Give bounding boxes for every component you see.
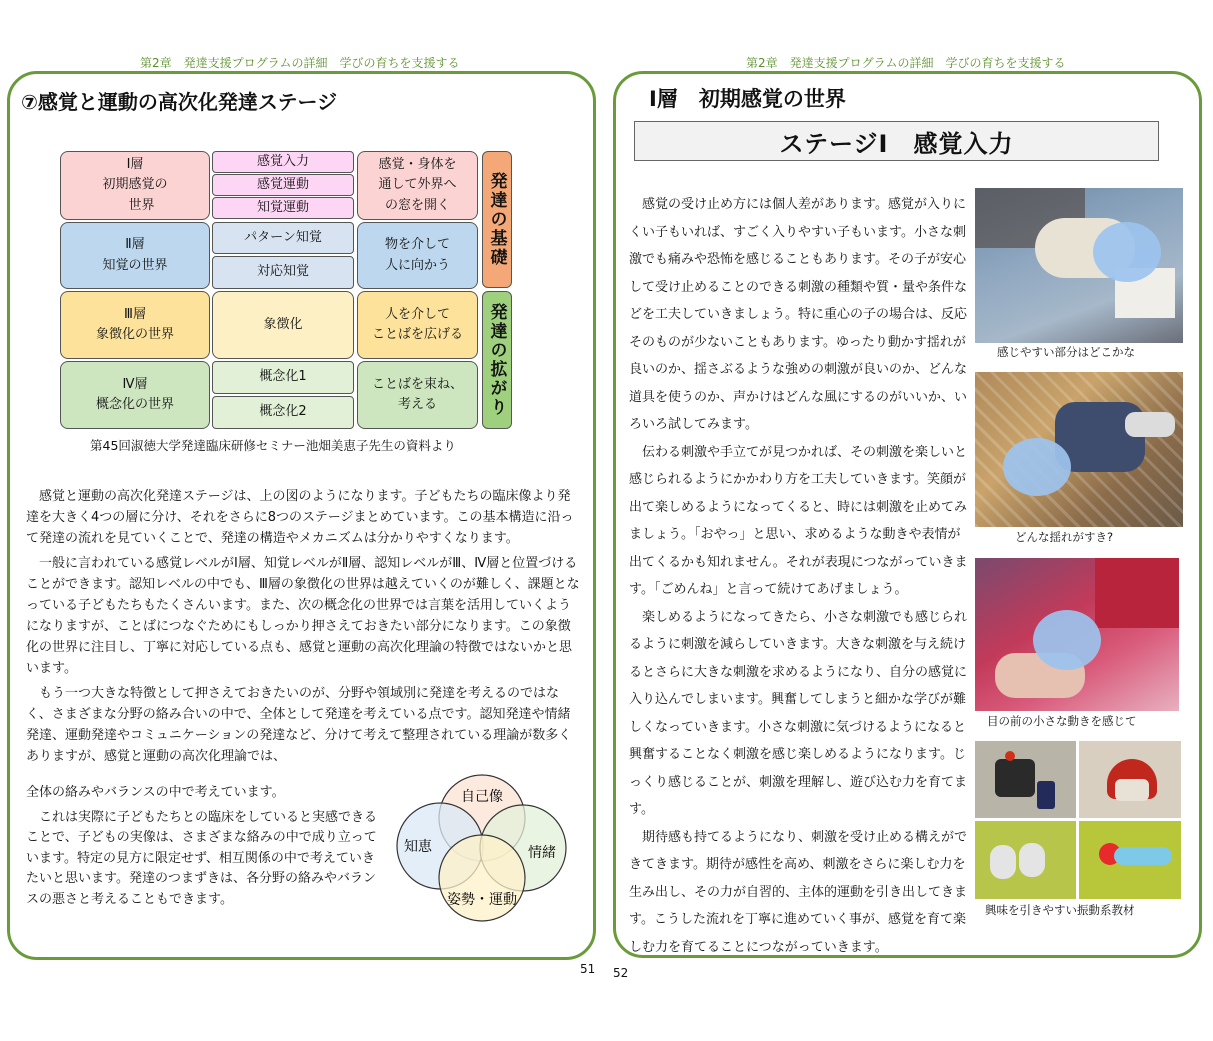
layer-2-desc: 物を介して 人に向かう <box>357 222 478 289</box>
photo-child-lying-on-mat <box>975 188 1183 343</box>
page-number-right: 52 <box>613 966 629 980</box>
right-paragraph-1: 感覚の受け止め方には個人差があります。感覚が入りにくい子もいれば、すごく入りやすい子もいます。小さな刺激でも痛みや恐怖を感じることもあります。その子が安心して受け止めることのできる刺激の種類や質・量や条件などを工夫していきましょう。特に重心の子の場合は、反応そのものが少ないこともあります。ゆったり動かす揺れが良いのか、揺さぶるような強めの刺激が良いのか、どんな道具を使うのか、声かけはどんな風にするのがいいか、いろいろ試してみます。 <box>629 197 968 432</box>
face-blur-mask-3 <box>1033 610 1101 670</box>
left-paragraph-4: 全体の絡みやバランスの中で考えています。 <box>26 785 285 800</box>
photo-vibration-toys-collage <box>975 741 1181 899</box>
chapter-header-right: 第2章 発達支援プログラムの詳細 学びの育ちを支援する <box>746 56 1066 70</box>
photo-caption-3: 目の前の小さな動きを感じて <box>987 714 1137 728</box>
layer-3-desc: 人を介して ことばを広げる <box>357 291 478 359</box>
right-paragraph-3: 楽しめるようになってきたら、小さな刺激でも感じられるように刺激を減らしていきます。大きな刺激を与え続けるとさらに大きな刺激を求めるようになり、自分の感覚に入り込んでしまいます。興奮してしまうと細かな学びが難しくなっていきます。小さな刺激に気づけるようになると興奮することなく刺激を感じ楽しめるようになります。じっくり感じることが、刺激を理解し、遊び込む力を育てます。 <box>629 609 968 817</box>
stage-perceptual-motor: 知覚運動 <box>212 197 354 219</box>
photo-caption-1: 感じやすい部分はどこかな <box>997 345 1135 359</box>
stage-conceptualization-2: 概念化2 <box>212 396 354 429</box>
left-paragraph-3: もう一つ大きな特徴として押さえておきたいのが、分野や領域別に発達を考えるのではなく、さまざまな分野の絡み合いの中で、全体として発達を考えている点です。認知発達や情緒発達、運動発達やコミュニケーションの発達など、分けて考えて整理されている理論が数多くありますが、感覚と運動の高次化理論では、 <box>26 686 572 764</box>
photo-child-in-hammock <box>975 372 1183 527</box>
right-page-title: Ⅰ層 初期感覚の世界 <box>649 87 846 111</box>
photo-caption-4: 興味を引きやすい振動系教材 <box>985 903 1135 917</box>
chapter-header-left: 第2章 発達支援プログラムの詳細 学びの育ちを支援する <box>140 56 460 70</box>
photo-child-lying-on-blanket <box>975 558 1179 711</box>
left-body-text-lower <box>26 783 426 910</box>
page-number-left: 51 <box>580 962 596 976</box>
venn-label-posture-motor: 姿勢・運動 <box>447 892 517 908</box>
layer-4-desc: ことばを束ね、 考える <box>357 361 478 429</box>
side-label-expansion: 発達の拡がり <box>482 291 512 429</box>
venn-label-self-image: 自己像 <box>461 789 503 805</box>
side-label-foundation: 発達の基礎 <box>482 151 512 288</box>
layer-1-name: Ⅰ層 初期感覚の 世界 <box>60 151 210 220</box>
face-blur-mask-2 <box>1003 438 1071 496</box>
stage-sensory-motor: 感覚運動 <box>212 174 354 196</box>
layer-4-name: Ⅳ層 概念化の世界 <box>60 361 210 429</box>
layer-1-desc: 感覚・身体を 通して外界へ の窓を開く <box>357 151 478 220</box>
left-body-text <box>26 486 580 767</box>
photo-caption-2: どんな揺れがすき? <box>1015 530 1114 544</box>
stage-sensory-input: 感覚入力 <box>212 151 354 173</box>
face-blur-mask-1 <box>1093 222 1161 282</box>
venn-label-emotion: 情緒 <box>528 845 556 861</box>
diagram-source-caption: 第45回淑徳大学発達臨床研修セミナー池畑美恵子先生の資料より <box>90 438 456 453</box>
stage-conceptualization-1: 概念化1 <box>212 361 354 394</box>
stage-symbolization: 象徴化 <box>212 291 354 359</box>
stage-correspondence-perception: 対応知覚 <box>212 256 354 289</box>
venn-circle-posture-motor <box>439 835 525 921</box>
left-paragraph-2: 一般に言われている感覚レベルがⅠ層、知覚レベルがⅡ層、認知レベルがⅢ、Ⅳ層と位置づけることができます。認知レベルの中でも、Ⅲ層の象徴化の世界は越えていくのが難しく、課題となっている子どもたちもたくさんいます。また、次の概念化の世界では言葉を活用していくようになりますが、ことばにつなぐためにもしっかり押さえておきたい部分になります。この象徴化の世界に注目し、丁寧に対応している点も、感覚と運動の高次化理論の特徴ではないかと思います。 <box>26 556 580 676</box>
stage-pattern-perception: パターン知覚 <box>212 222 354 254</box>
right-paragraph-4: 期待感も持てるようになり、刺激を受け止める構えができてきます。期待が感性を高め、刺激をさらに楽しむ力を生み出し、その力が自習的、主体的運動を引き出してきます。こうした流れを丁寧に進めていく事が、感覚を育て楽しむ力を育てることにつながっていきます。 <box>629 829 968 955</box>
left-paragraph-1: 感覚と運動の高次化発達ステージは、上の図のようになります。子どもたちの臨床像より発達を大きく4つの層に分け、それをさらに8つのステージまとめています。この基本構造に沿って発達の流れを見ていくことで、発達の構造やメカニズムは分かりやすくなります。 <box>26 489 574 546</box>
right-paragraph-2: 伝わる刺激や手立てが見つかれば、その刺激を楽しいと感じられるようにかかわり方を工夫していきます。笑顔が出て楽しめるようになってくると、時には刺激を止めてみましょう。「おやっ」と思い、求めるような動きや表情が出てくるかも知れません。それが表現につながっていきます。「ごめんね」と言って続けてあげましょう。 <box>629 444 968 597</box>
left-page-title: ⑦感覚と運動の高次化発達ステージ <box>21 90 338 114</box>
stage-title-box: ステージⅠ 感覚入力 <box>634 121 1159 161</box>
venn-label-intellect: 知恵 <box>404 839 432 855</box>
layer-2-name: Ⅱ層 知覚の世界 <box>60 222 210 289</box>
left-paragraph-5: これは実際に子どもたちとの臨床をしていると実感できることで、子どもの実像は、さまざまな絡みの中で成り立っています。特定の見方に限定せず、相互関係の中で考えていきたいと思います。発達のつまずきは、各分野の絡みやバランスの悪さと考えることもできます。 <box>26 809 378 907</box>
right-body-text <box>629 191 969 961</box>
layer-3-name: Ⅲ層 象徴化の世界 <box>60 291 210 359</box>
venn-diagram <box>390 768 575 923</box>
